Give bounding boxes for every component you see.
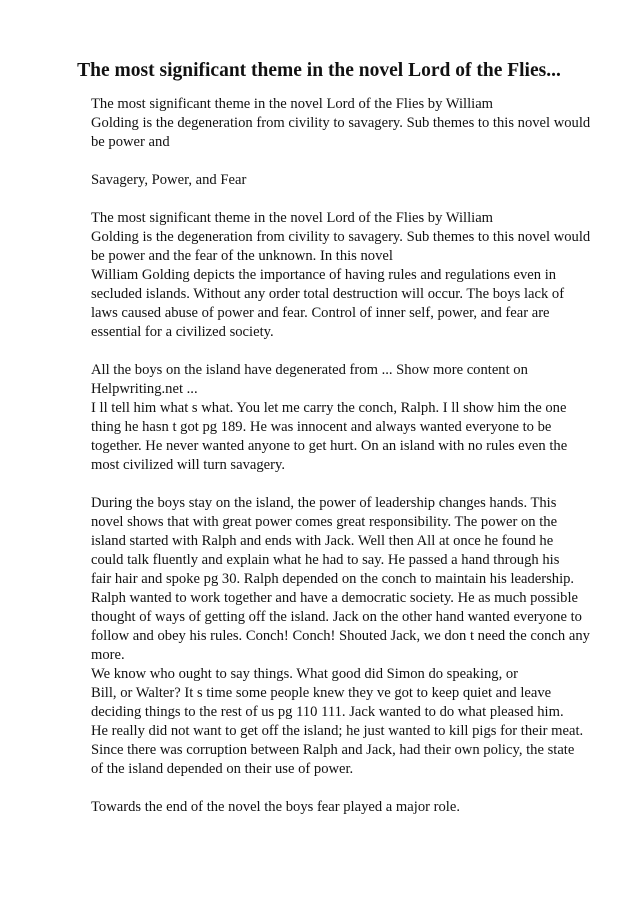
document-body bbox=[91, 95, 611, 836]
paragraph-line: All the boys on the island have degenerated from ... Show more content on bbox=[91, 362, 528, 378]
paragraph-line: Since there was corruption between Ralph and Jack, had their own policy, the state bbox=[91, 742, 575, 758]
paragraph-line: laws caused abuse of power and fear. Control of inner self, power, and fear are bbox=[91, 305, 550, 321]
paragraph-line: The most significant theme in the novel Lord of the Flies by William bbox=[91, 210, 494, 226]
paragraph-line: together. He never wanted anyone to get hurt. On an island with no rules even the bbox=[91, 438, 568, 454]
paragraph bbox=[91, 361, 611, 475]
paragraph bbox=[91, 95, 611, 152]
paragraph-line: Bill, or Walter? It s time some people knew they ve got to keep quiet and leave bbox=[91, 685, 552, 701]
paragraph-line: be power and bbox=[91, 134, 170, 150]
paragraph-line: Towards the end of the novel the boys fear played a major role. bbox=[91, 799, 460, 815]
paragraph-line: essential for a civilized society. bbox=[91, 324, 274, 340]
paragraph-line: We know who ought to say things. What good did Simon do speaking, or bbox=[91, 666, 519, 682]
paragraph bbox=[91, 798, 611, 817]
paragraph bbox=[91, 494, 611, 779]
paragraph-line: The most significant theme in the novel Lord of the Flies by William bbox=[91, 96, 494, 112]
paragraph-line: Savagery, Power, and Fear bbox=[91, 172, 247, 188]
paragraph-line: most civilized will turn savagery. bbox=[91, 457, 285, 473]
paragraph-line: fair hair and spoke pg 30. Ralph depended on the conch to maintain his leadership. bbox=[91, 571, 575, 587]
paragraph-line: I ll tell him what s what. You let me carry the conch, Ralph. I ll show him the one bbox=[91, 400, 567, 416]
paragraph bbox=[91, 171, 611, 190]
paragraph-line: of the island depended on their use of power. bbox=[91, 761, 354, 777]
paragraph-line: He really did not want to get off the island; he just wanted to kill pigs for their meat. bbox=[91, 723, 584, 739]
paragraph-line: novel shows that with great power comes great responsibility. The power on the bbox=[91, 514, 558, 530]
paragraph-line: island started with Ralph and ends with Jack. Well then All at once he found he bbox=[91, 533, 554, 549]
paragraph-line: could talk fluently and explain what he had to say. He passed a hand through his bbox=[91, 552, 560, 568]
paragraph-line: deciding things to the rest of us pg 110 111. Jack wanted to do what pleased him. bbox=[91, 704, 564, 720]
paragraph-line: thing he hasn t got pg 189. He was innocent and always wanted everyone to be bbox=[91, 419, 552, 435]
paragraph-line: Golding is the degeneration from civility to savagery. Sub themes to this novel would bbox=[91, 115, 591, 131]
paragraph-line: secluded islands. Without any order total destruction will occur. The boys lack of bbox=[91, 286, 565, 302]
paragraph-line: Helpwriting.net ... bbox=[91, 381, 198, 397]
paragraph-line: During the boys stay on the island, the power of leadership changes hands. This bbox=[91, 495, 557, 511]
paragraph-line: William Golding depicts the importance of having rules and regulations even in bbox=[91, 267, 557, 283]
paragraph-line: be power and the fear of the unknown. In this novel bbox=[91, 248, 393, 264]
paragraph-line: follow and obey his rules. Conch! Conch! Shouted Jack, we don t need the conch any bbox=[91, 628, 590, 644]
document-title: The most significant theme in the novel Lord of the Flies... bbox=[77, 60, 561, 81]
paragraph-line: thought of ways of getting off the island. Jack on the other hand wanted everyone to bbox=[91, 609, 582, 625]
paragraph bbox=[91, 209, 611, 342]
paragraph-line: Golding is the degeneration from civility to savagery. Sub themes to this novel would bbox=[91, 229, 591, 245]
paragraph-line: Ralph wanted to work together and have a democratic society. He as much possible bbox=[91, 590, 578, 606]
paragraph-line: more. bbox=[91, 647, 125, 663]
